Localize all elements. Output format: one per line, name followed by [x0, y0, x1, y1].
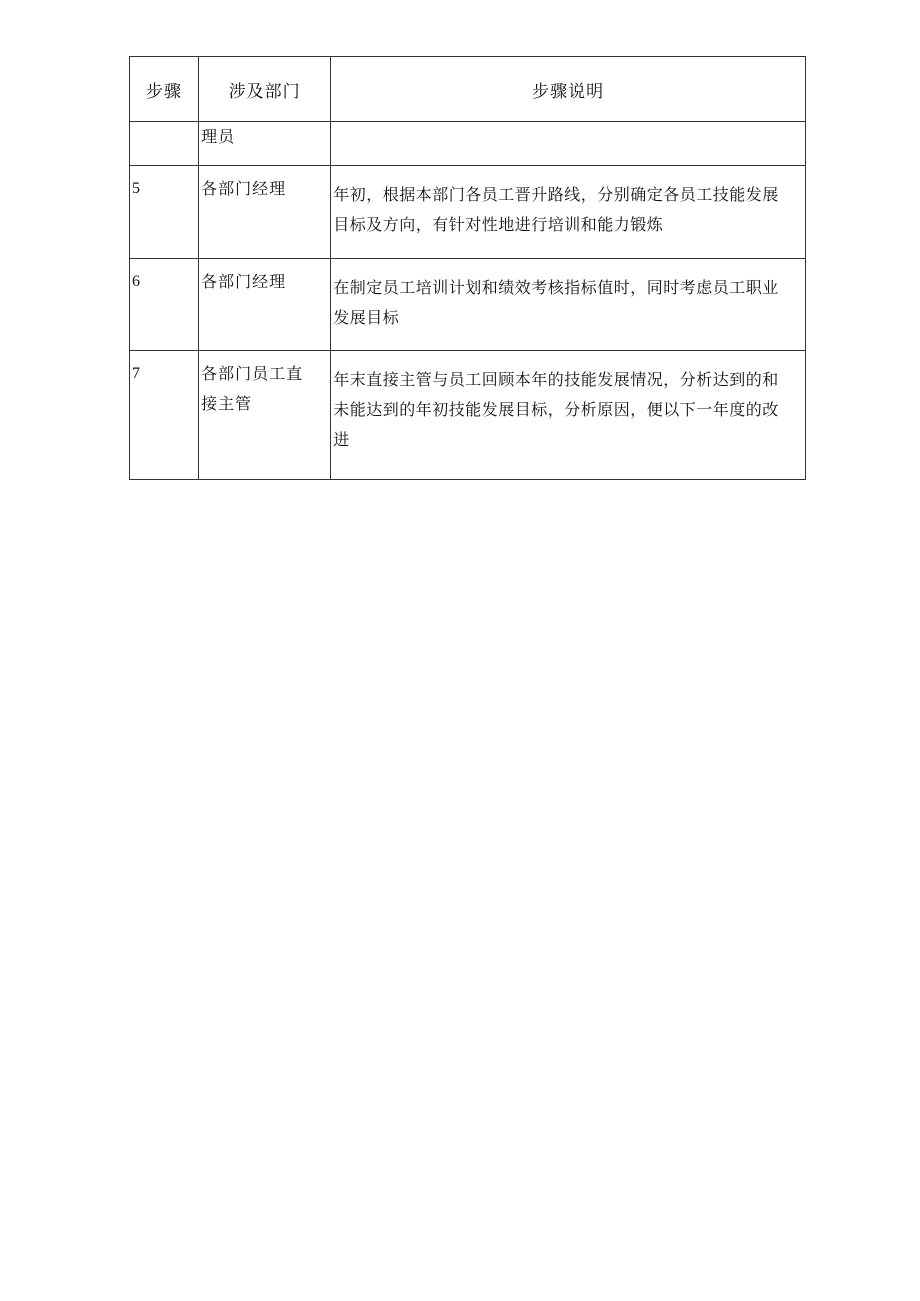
step-number: 7: [132, 365, 140, 382]
table-row: [130, 351, 806, 480]
department-cell: [199, 166, 331, 259]
description-text: 年末直接主管与员工回顾本年的技能发展情况，分析达到的和 未能达到的年初技能发展目标，分析原因，便以下一年度的改 进: [333, 370, 779, 449]
step-cell: [130, 259, 199, 351]
procedure-table: [129, 56, 806, 480]
table-row: [130, 122, 806, 166]
step-number: 5: [132, 180, 140, 197]
description-text: [331, 122, 805, 136]
description-text: 年初，根据本部门各员工晋升路线，分别确定各员工技能发展 目标及方向，有针对性地进行培训和能力锻炼: [333, 185, 779, 234]
department-cell: [199, 351, 331, 480]
header-department: 涉及部门: [199, 57, 331, 122]
department-cell: [199, 259, 331, 351]
description-cell: [331, 122, 806, 166]
header-description: 步骤说明: [331, 57, 806, 122]
table-row: [130, 259, 806, 351]
step-cell: [130, 351, 199, 480]
description-text: 在制定员工培训计划和绩效考核指标值时，同时考虑员工职业 发展目标: [333, 278, 779, 327]
department-cell: [199, 122, 331, 166]
description-cell: [331, 351, 806, 480]
step-number: [130, 122, 198, 130]
description-cell: [331, 166, 806, 259]
step-number: 6: [132, 273, 140, 290]
department-text: 各部门经理: [201, 179, 287, 198]
department-text: 理员: [201, 127, 236, 146]
description-cell: [331, 259, 806, 351]
department-text: 各部门员工直 接主管: [201, 364, 304, 413]
step-cell: [130, 166, 199, 259]
header-step: 步骤: [130, 57, 199, 122]
department-text: 各部门经理: [201, 272, 287, 291]
step-cell: [130, 122, 199, 166]
table-row: [130, 166, 806, 259]
header-row: [130, 57, 806, 122]
